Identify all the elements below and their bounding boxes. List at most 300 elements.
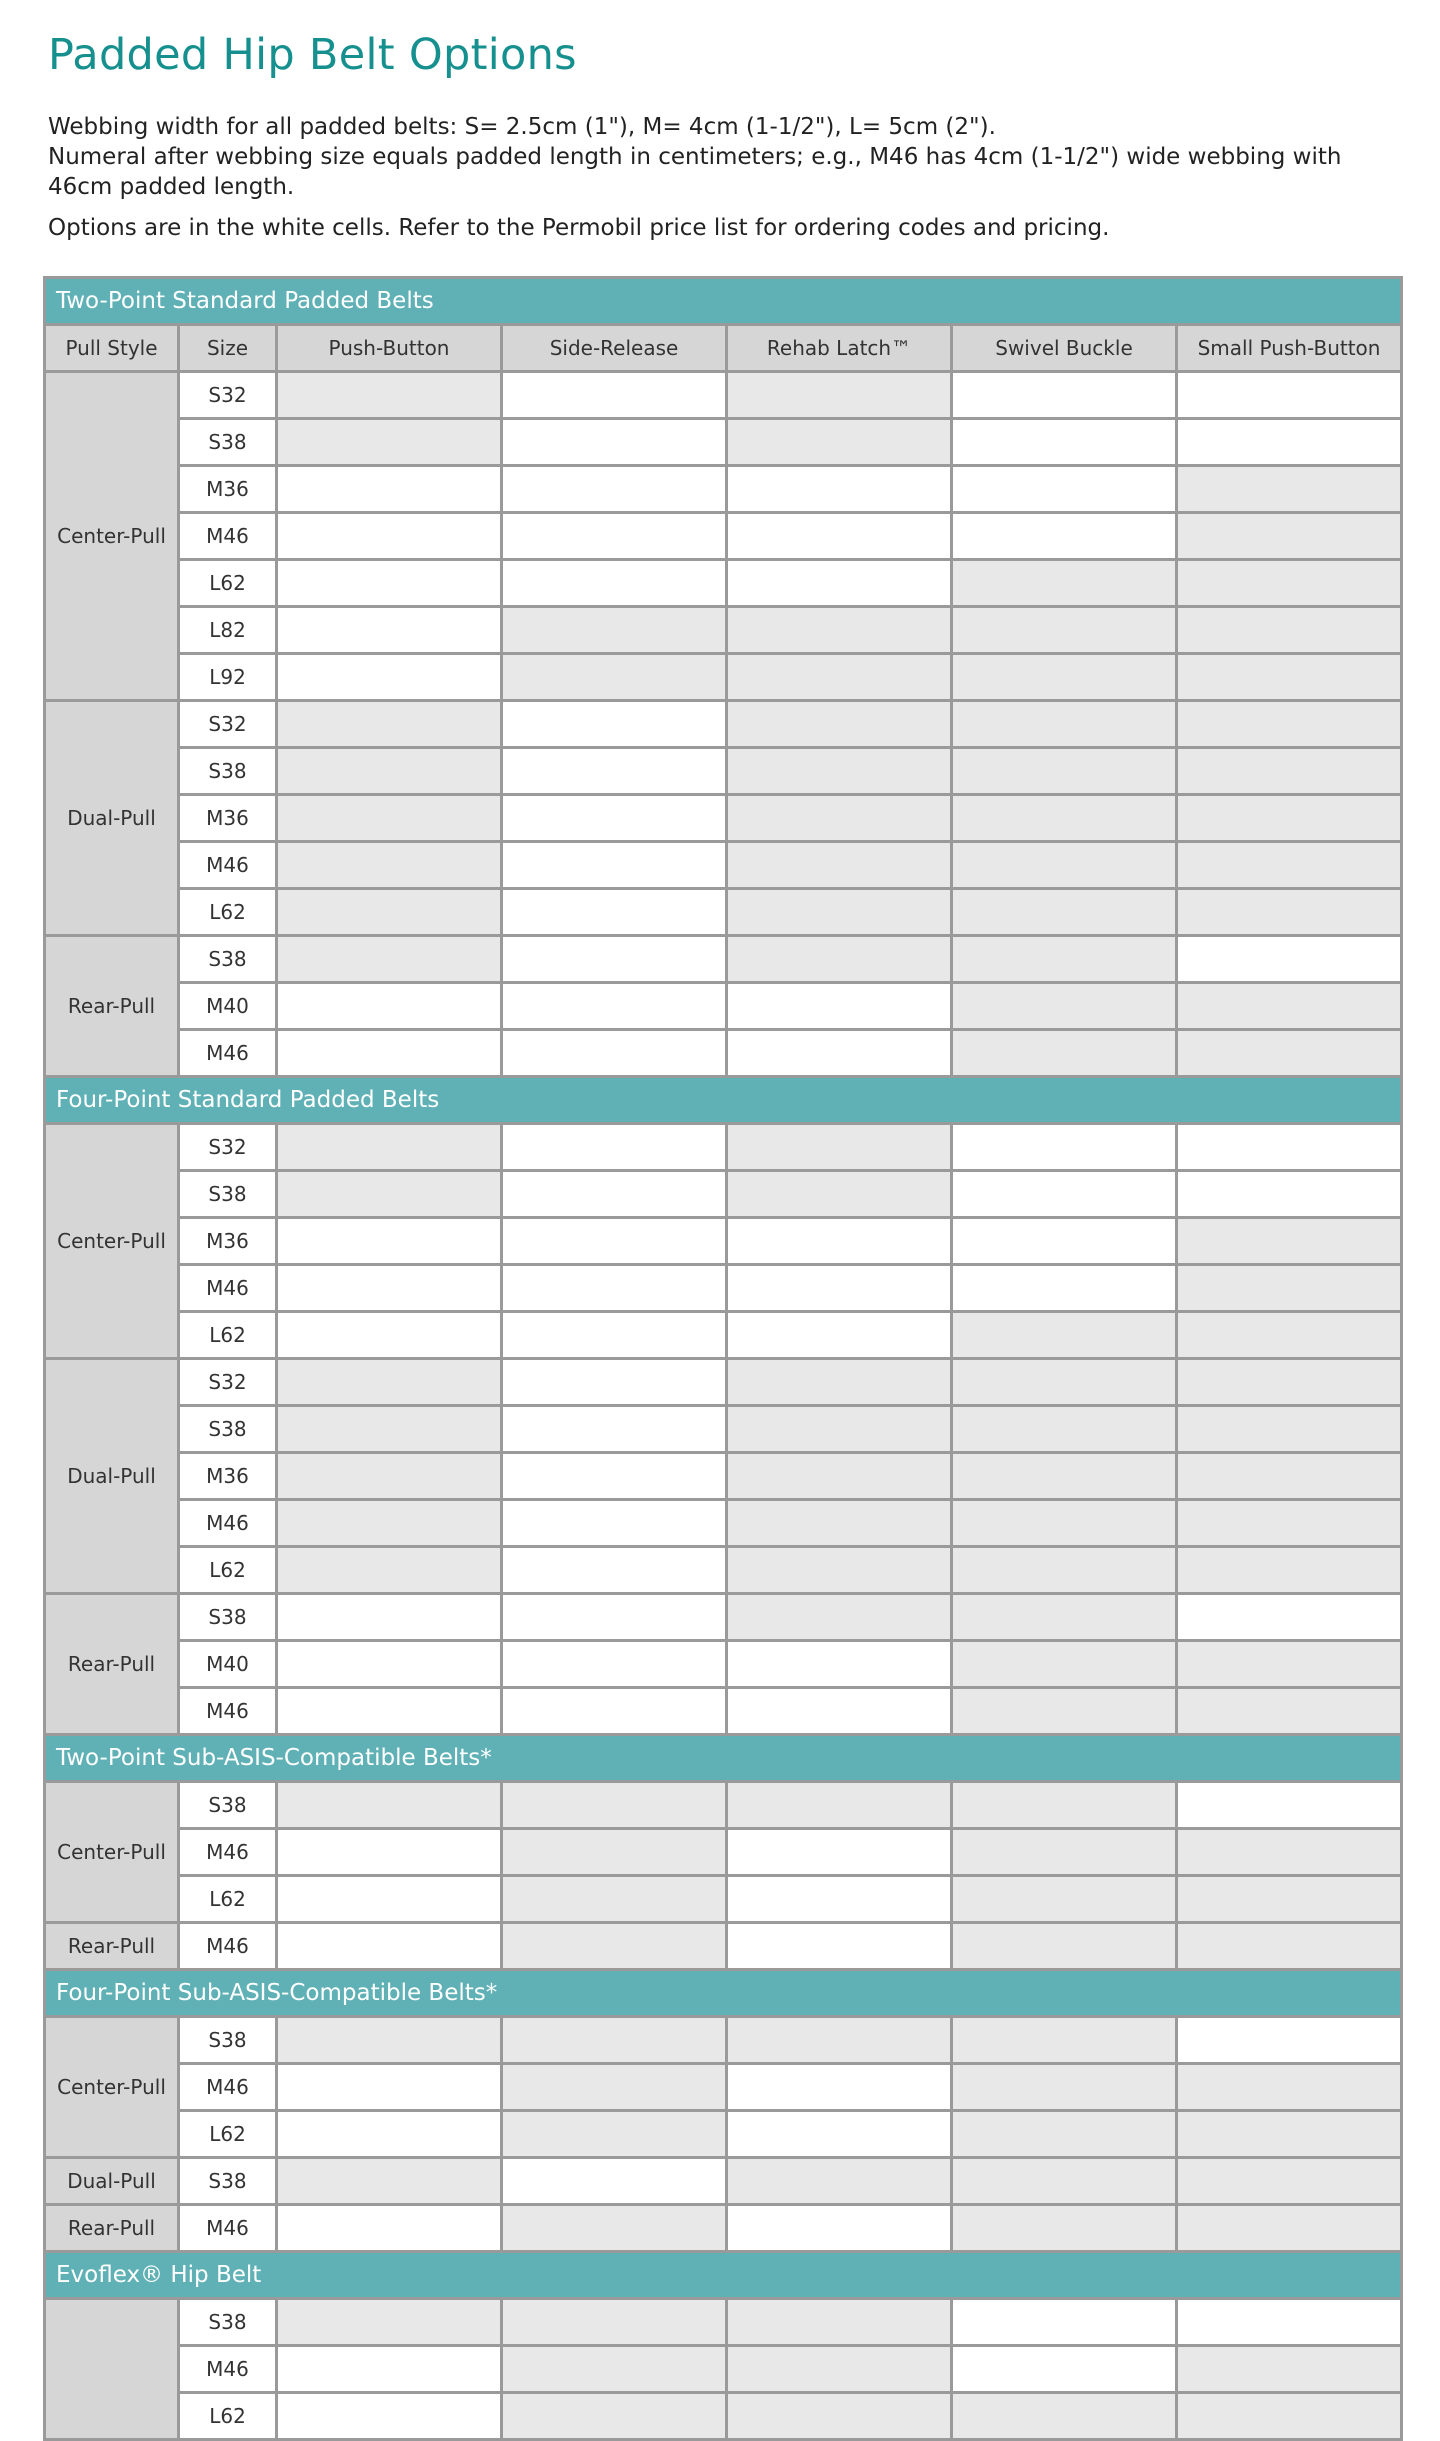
size-cell: M46 xyxy=(179,1265,277,1312)
available-option-cell-push-button xyxy=(277,1218,502,1265)
size-cell: M46 xyxy=(179,513,277,560)
available-option-cell-push-button xyxy=(277,1829,502,1876)
pull-style-cell: Rear-Pull xyxy=(45,1923,179,1970)
available-option-cell-swivel-buckle xyxy=(952,466,1177,513)
unavailable-option-cell-small-push-button xyxy=(1177,1359,1402,1406)
unavailable-option-cell-rehab-latch xyxy=(727,701,952,748)
unavailable-option-cell-swivel-buckle xyxy=(952,1030,1177,1077)
available-option-cell-push-button xyxy=(277,1688,502,1735)
pull-style-cell: Dual-Pull xyxy=(45,1359,179,1594)
available-option-cell-swivel-buckle xyxy=(952,1218,1177,1265)
unavailable-option-cell-small-push-button xyxy=(1177,1500,1402,1547)
table-row xyxy=(45,1829,1402,1876)
unavailable-option-cell-swivel-buckle xyxy=(952,1876,1177,1923)
unavailable-option-cell-push-button xyxy=(277,2158,502,2205)
unavailable-option-cell-push-button xyxy=(277,419,502,466)
unavailable-option-cell-rehab-latch xyxy=(727,2299,952,2346)
table-row xyxy=(45,2111,1402,2158)
unavailable-option-cell-swivel-buckle xyxy=(952,2158,1177,2205)
unavailable-option-cell-small-push-button xyxy=(1177,2111,1402,2158)
size-cell: L62 xyxy=(179,1547,277,1594)
table-row xyxy=(45,560,1402,607)
available-option-cell-side-release xyxy=(502,842,727,889)
unavailable-option-cell-small-push-button xyxy=(1177,1030,1402,1077)
table-row xyxy=(45,1641,1402,1688)
available-option-cell-swivel-buckle xyxy=(952,1124,1177,1171)
unavailable-option-cell-swivel-buckle xyxy=(952,889,1177,936)
unavailable-option-cell-side-release xyxy=(502,2393,727,2440)
table-row xyxy=(45,1406,1402,1453)
available-option-cell-side-release xyxy=(502,1218,727,1265)
unavailable-option-cell-small-push-button xyxy=(1177,1453,1402,1500)
unavailable-option-cell-swivel-buckle xyxy=(952,748,1177,795)
size-cell: L62 xyxy=(179,889,277,936)
table-row xyxy=(45,795,1402,842)
unavailable-option-cell-small-push-button xyxy=(1177,1641,1402,1688)
available-option-cell-push-button xyxy=(277,560,502,607)
pull-style-cell: Center-Pull xyxy=(45,2017,179,2158)
available-option-cell-side-release xyxy=(502,1406,727,1453)
table-row xyxy=(45,2393,1402,2440)
unavailable-option-cell-rehab-latch xyxy=(727,1406,952,1453)
available-option-cell-rehab-latch xyxy=(727,2111,952,2158)
size-cell: M46 xyxy=(179,2346,277,2393)
unavailable-option-cell-push-button xyxy=(277,1453,502,1500)
size-cell: M36 xyxy=(179,795,277,842)
unavailable-option-cell-small-push-button xyxy=(1177,2064,1402,2111)
available-option-cell-small-push-button xyxy=(1177,419,1402,466)
table-row xyxy=(45,842,1402,889)
available-option-cell-rehab-latch xyxy=(727,2205,952,2252)
unavailable-option-cell-push-button xyxy=(277,1547,502,1594)
unavailable-option-cell-push-button xyxy=(277,2017,502,2064)
unavailable-option-cell-small-push-button xyxy=(1177,1688,1402,1735)
unavailable-option-cell-side-release xyxy=(502,654,727,701)
column-header-small-push-button: Small Push-Button xyxy=(1177,325,1402,372)
section-header-row xyxy=(45,1735,1402,1782)
unavailable-option-cell-rehab-latch xyxy=(727,748,952,795)
unavailable-option-cell-small-push-button xyxy=(1177,654,1402,701)
available-option-cell-push-button xyxy=(277,1923,502,1970)
pull-style-cell: Dual-Pull xyxy=(45,701,179,936)
size-cell: S32 xyxy=(179,701,277,748)
unavailable-option-cell-rehab-latch xyxy=(727,1782,952,1829)
pull-style-cell: Center-Pull xyxy=(45,372,179,701)
options-note: Options are in the white cells. Refer to the Permobil price list for ordering codes and pricing. xyxy=(48,215,1110,241)
size-cell: M46 xyxy=(179,1030,277,1077)
unavailable-option-cell-swivel-buckle xyxy=(952,1594,1177,1641)
size-cell: S38 xyxy=(179,1782,277,1829)
size-cell: M40 xyxy=(179,983,277,1030)
unavailable-option-cell-rehab-latch xyxy=(727,2393,952,2440)
table-row xyxy=(45,2017,1402,2064)
size-cell: M46 xyxy=(179,2205,277,2252)
section-title: Two-Point Standard Padded Belts xyxy=(45,278,1402,325)
available-option-cell-side-release xyxy=(502,701,727,748)
table-row xyxy=(45,1218,1402,1265)
table-row xyxy=(45,1688,1402,1735)
size-cell: L62 xyxy=(179,1876,277,1923)
available-option-cell-side-release xyxy=(502,795,727,842)
table-row xyxy=(45,2205,1402,2252)
table-row xyxy=(45,1265,1402,1312)
unavailable-option-cell-small-push-button xyxy=(1177,1876,1402,1923)
numeral-note: Numeral after webbing size equals padded length in centimeters; e.g., M46 has 4cm (1-1/2") wide webbing with 46cm padded length. xyxy=(48,144,1342,200)
available-option-cell-rehab-latch xyxy=(727,983,952,1030)
unavailable-option-cell-swivel-buckle xyxy=(952,1782,1177,1829)
size-cell: S32 xyxy=(179,372,277,419)
available-option-cell-side-release xyxy=(502,1688,727,1735)
available-option-cell-side-release xyxy=(502,1171,727,1218)
unavailable-option-cell-swivel-buckle xyxy=(952,560,1177,607)
unavailable-option-cell-push-button xyxy=(277,372,502,419)
unavailable-option-cell-push-button xyxy=(277,1406,502,1453)
available-option-cell-rehab-latch xyxy=(727,466,952,513)
table-row xyxy=(45,983,1402,1030)
unavailable-option-cell-push-button xyxy=(277,795,502,842)
pull-style-cell: Rear-Pull xyxy=(45,936,179,1077)
unavailable-option-cell-rehab-latch xyxy=(727,1171,952,1218)
available-option-cell-side-release xyxy=(502,466,727,513)
unavailable-option-cell-side-release xyxy=(502,2017,727,2064)
available-option-cell-push-button xyxy=(277,2064,502,2111)
table-row xyxy=(45,419,1402,466)
table-row xyxy=(45,701,1402,748)
page-title: Padded Hip Belt Options xyxy=(48,30,577,80)
section-header-row xyxy=(45,1970,1402,2017)
size-cell: M36 xyxy=(179,1453,277,1500)
unavailable-option-cell-swivel-buckle xyxy=(952,2205,1177,2252)
available-option-cell-side-release xyxy=(502,560,727,607)
pull-style-cell: Center-Pull xyxy=(45,1124,179,1359)
column-header-pull-style: Pull Style xyxy=(45,325,179,372)
unavailable-option-cell-side-release xyxy=(502,1876,727,1923)
pull-style-cell: Rear-Pull xyxy=(45,1594,179,1735)
unavailable-option-cell-swivel-buckle xyxy=(952,1547,1177,1594)
unavailable-option-cell-swivel-buckle xyxy=(952,654,1177,701)
unavailable-option-cell-push-button xyxy=(277,1171,502,1218)
available-option-cell-side-release xyxy=(502,2158,727,2205)
unavailable-option-cell-push-button xyxy=(277,701,502,748)
section-header-row xyxy=(45,278,1402,325)
available-option-cell-small-push-button xyxy=(1177,1594,1402,1641)
available-option-cell-push-button xyxy=(277,466,502,513)
table-row xyxy=(45,1171,1402,1218)
unavailable-option-cell-swivel-buckle xyxy=(952,795,1177,842)
unavailable-option-cell-side-release xyxy=(502,1923,727,1970)
size-cell: M36 xyxy=(179,466,277,513)
unavailable-option-cell-push-button xyxy=(277,1782,502,1829)
unavailable-option-cell-swivel-buckle xyxy=(952,1359,1177,1406)
table-row xyxy=(45,748,1402,795)
unavailable-option-cell-swivel-buckle xyxy=(952,842,1177,889)
hip-belt-options-table xyxy=(43,276,1403,2441)
available-option-cell-push-button xyxy=(277,983,502,1030)
unavailable-option-cell-push-button xyxy=(277,2299,502,2346)
unavailable-option-cell-side-release xyxy=(502,2205,727,2252)
unavailable-option-cell-small-push-button xyxy=(1177,2158,1402,2205)
available-option-cell-small-push-button xyxy=(1177,1782,1402,1829)
available-option-cell-push-button xyxy=(277,2205,502,2252)
available-option-cell-swivel-buckle xyxy=(952,2299,1177,2346)
unavailable-option-cell-rehab-latch xyxy=(727,1124,952,1171)
available-option-cell-side-release xyxy=(502,889,727,936)
available-option-cell-small-push-button xyxy=(1177,1124,1402,1171)
available-option-cell-swivel-buckle xyxy=(952,1171,1177,1218)
unavailable-option-cell-side-release xyxy=(502,2111,727,2158)
section-header-row xyxy=(45,2252,1402,2299)
available-option-cell-side-release xyxy=(502,983,727,1030)
unavailable-option-cell-rehab-latch xyxy=(727,889,952,936)
available-option-cell-push-button xyxy=(277,2111,502,2158)
unavailable-option-cell-small-push-button xyxy=(1177,1923,1402,1970)
unavailable-option-cell-small-push-button xyxy=(1177,701,1402,748)
size-cell: L62 xyxy=(179,2111,277,2158)
unavailable-option-cell-swivel-buckle xyxy=(952,2064,1177,2111)
table-row xyxy=(45,936,1402,983)
unavailable-option-cell-small-push-button xyxy=(1177,1312,1402,1359)
size-cell: S32 xyxy=(179,1359,277,1406)
unavailable-option-cell-rehab-latch xyxy=(727,654,952,701)
unavailable-option-cell-swivel-buckle xyxy=(952,1500,1177,1547)
column-header-push-button: Push-Button xyxy=(277,325,502,372)
unavailable-option-cell-small-push-button xyxy=(1177,560,1402,607)
table-row xyxy=(45,1547,1402,1594)
available-option-cell-side-release xyxy=(502,1359,727,1406)
unavailable-option-cell-side-release xyxy=(502,1829,727,1876)
available-option-cell-push-button xyxy=(277,1030,502,1077)
table-row xyxy=(45,1453,1402,1500)
available-option-cell-swivel-buckle xyxy=(952,1265,1177,1312)
unavailable-option-cell-push-button xyxy=(277,748,502,795)
size-cell: M36 xyxy=(179,1218,277,1265)
available-option-cell-swivel-buckle xyxy=(952,2346,1177,2393)
available-option-cell-rehab-latch xyxy=(727,1829,952,1876)
column-header-row xyxy=(45,325,1402,372)
unavailable-option-cell-small-push-button xyxy=(1177,2393,1402,2440)
unavailable-option-cell-rehab-latch xyxy=(727,2017,952,2064)
column-header-rehab-latch: Rehab Latch™ xyxy=(727,325,952,372)
unavailable-option-cell-swivel-buckle xyxy=(952,1923,1177,1970)
unavailable-option-cell-swivel-buckle xyxy=(952,1312,1177,1359)
available-option-cell-small-push-button xyxy=(1177,1171,1402,1218)
available-option-cell-push-button xyxy=(277,2346,502,2393)
table-row xyxy=(45,1594,1402,1641)
unavailable-option-cell-rehab-latch xyxy=(727,795,952,842)
available-option-cell-push-button xyxy=(277,1641,502,1688)
unavailable-option-cell-small-push-button xyxy=(1177,983,1402,1030)
section-title: Evoflex® Hip Belt xyxy=(45,2252,1402,2299)
available-option-cell-rehab-latch xyxy=(727,1923,952,1970)
section-title: Two-Point Sub-ASIS-Compatible Belts* xyxy=(45,1735,1402,1782)
available-option-cell-small-push-button xyxy=(1177,2299,1402,2346)
available-option-cell-rehab-latch xyxy=(727,1876,952,1923)
unavailable-option-cell-small-push-button xyxy=(1177,1406,1402,1453)
unavailable-option-cell-small-push-button xyxy=(1177,1829,1402,1876)
unavailable-option-cell-swivel-buckle xyxy=(952,2111,1177,2158)
available-option-cell-swivel-buckle xyxy=(952,419,1177,466)
unavailable-option-cell-swivel-buckle xyxy=(952,607,1177,654)
webbing-width-note: Webbing width for all padded belts: S= 2.5cm (1"), M= 4cm (1-1/2"), L= 5cm (2"). xyxy=(48,114,996,140)
pull-style-cell: Rear-Pull xyxy=(45,2205,179,2252)
unavailable-option-cell-small-push-button xyxy=(1177,1218,1402,1265)
available-option-cell-side-release xyxy=(502,513,727,560)
unavailable-option-cell-swivel-buckle xyxy=(952,1829,1177,1876)
unavailable-option-cell-swivel-buckle xyxy=(952,1688,1177,1735)
available-option-cell-small-push-button xyxy=(1177,2017,1402,2064)
table-row xyxy=(45,654,1402,701)
unavailable-option-cell-push-button xyxy=(277,1124,502,1171)
available-option-cell-rehab-latch xyxy=(727,513,952,560)
unavailable-option-cell-side-release xyxy=(502,607,727,654)
available-option-cell-push-button xyxy=(277,1312,502,1359)
size-cell: S38 xyxy=(179,936,277,983)
available-option-cell-side-release xyxy=(502,372,727,419)
size-cell: S32 xyxy=(179,1124,277,1171)
unavailable-option-cell-push-button xyxy=(277,1500,502,1547)
size-cell: L82 xyxy=(179,607,277,654)
unavailable-option-cell-small-push-button xyxy=(1177,842,1402,889)
unavailable-option-cell-small-push-button xyxy=(1177,1265,1402,1312)
available-option-cell-side-release xyxy=(502,748,727,795)
available-option-cell-side-release xyxy=(502,1641,727,1688)
unavailable-option-cell-swivel-buckle xyxy=(952,2017,1177,2064)
section-title: Four-Point Sub-ASIS-Compatible Belts* xyxy=(45,1970,1402,2017)
table-row xyxy=(45,2346,1402,2393)
unavailable-option-cell-swivel-buckle xyxy=(952,1453,1177,1500)
size-cell: S38 xyxy=(179,2299,277,2346)
available-option-cell-side-release xyxy=(502,1500,727,1547)
available-option-cell-rehab-latch xyxy=(727,1312,952,1359)
unavailable-option-cell-small-push-button xyxy=(1177,513,1402,560)
unavailable-option-cell-rehab-latch xyxy=(727,372,952,419)
unavailable-option-cell-rehab-latch xyxy=(727,1547,952,1594)
size-cell: S38 xyxy=(179,2017,277,2064)
unavailable-option-cell-swivel-buckle xyxy=(952,1641,1177,1688)
size-cell: S38 xyxy=(179,748,277,795)
unavailable-option-cell-small-push-button xyxy=(1177,2346,1402,2393)
unavailable-option-cell-push-button xyxy=(277,1359,502,1406)
unavailable-option-cell-rehab-latch xyxy=(727,1359,952,1406)
unavailable-option-cell-push-button xyxy=(277,842,502,889)
size-cell: M46 xyxy=(179,842,277,889)
table-row xyxy=(45,1782,1402,1829)
size-cell: M46 xyxy=(179,1500,277,1547)
size-cell: M46 xyxy=(179,1688,277,1735)
table-row xyxy=(45,513,1402,560)
size-cell: L62 xyxy=(179,560,277,607)
available-option-cell-side-release xyxy=(502,1453,727,1500)
unavailable-option-cell-side-release xyxy=(502,1782,727,1829)
table-row xyxy=(45,889,1402,936)
available-option-cell-swivel-buckle xyxy=(952,513,1177,560)
intro-text xyxy=(48,112,1408,243)
available-option-cell-side-release xyxy=(502,936,727,983)
size-cell: M46 xyxy=(179,1923,277,1970)
pull-style-cell xyxy=(45,2299,179,2440)
unavailable-option-cell-small-push-button xyxy=(1177,795,1402,842)
available-option-cell-swivel-buckle xyxy=(952,372,1177,419)
table-row xyxy=(45,1500,1402,1547)
column-header-swivel-buckle: Swivel Buckle xyxy=(952,325,1177,372)
unavailable-option-cell-push-button xyxy=(277,889,502,936)
available-option-cell-rehab-latch xyxy=(727,2064,952,2111)
available-option-cell-push-button xyxy=(277,1594,502,1641)
available-option-cell-side-release xyxy=(502,1312,727,1359)
available-option-cell-rehab-latch xyxy=(727,1641,952,1688)
table-row xyxy=(45,1876,1402,1923)
size-cell: M46 xyxy=(179,2064,277,2111)
size-cell: S38 xyxy=(179,2158,277,2205)
available-option-cell-rehab-latch xyxy=(727,1218,952,1265)
unavailable-option-cell-rehab-latch xyxy=(727,1500,952,1547)
unavailable-option-cell-side-release xyxy=(502,2299,727,2346)
available-option-cell-push-button xyxy=(277,654,502,701)
available-option-cell-side-release xyxy=(502,1265,727,1312)
column-header-size: Size xyxy=(179,325,277,372)
unavailable-option-cell-swivel-buckle xyxy=(952,1406,1177,1453)
size-cell: S38 xyxy=(179,1406,277,1453)
available-option-cell-rehab-latch xyxy=(727,1030,952,1077)
size-cell: S38 xyxy=(179,1171,277,1218)
pull-style-cell: Center-Pull xyxy=(45,1782,179,1923)
table-row xyxy=(45,466,1402,513)
available-option-cell-push-button xyxy=(277,2393,502,2440)
unavailable-option-cell-small-push-button xyxy=(1177,1547,1402,1594)
unavailable-option-cell-side-release xyxy=(502,2346,727,2393)
unavailable-option-cell-rehab-latch xyxy=(727,936,952,983)
unavailable-option-cell-small-push-button xyxy=(1177,889,1402,936)
size-cell: L62 xyxy=(179,2393,277,2440)
section-header-row xyxy=(45,1077,1402,1124)
unavailable-option-cell-push-button xyxy=(277,936,502,983)
available-option-cell-side-release xyxy=(502,1124,727,1171)
available-option-cell-side-release xyxy=(502,419,727,466)
table-row xyxy=(45,2299,1402,2346)
table-row xyxy=(45,2158,1402,2205)
table-row xyxy=(45,372,1402,419)
size-cell: L92 xyxy=(179,654,277,701)
section-title: Four-Point Standard Padded Belts xyxy=(45,1077,1402,1124)
table-row xyxy=(45,1923,1402,1970)
size-cell: S38 xyxy=(179,419,277,466)
available-option-cell-push-button xyxy=(277,607,502,654)
table-row xyxy=(45,1359,1402,1406)
available-option-cell-side-release xyxy=(502,1547,727,1594)
column-header-side-release: Side-Release xyxy=(502,325,727,372)
unavailable-option-cell-side-release xyxy=(502,2064,727,2111)
unavailable-option-cell-rehab-latch xyxy=(727,2158,952,2205)
available-option-cell-rehab-latch xyxy=(727,1265,952,1312)
unavailable-option-cell-rehab-latch xyxy=(727,2346,952,2393)
available-option-cell-push-button xyxy=(277,1876,502,1923)
unavailable-option-cell-small-push-button xyxy=(1177,748,1402,795)
available-option-cell-small-push-button xyxy=(1177,372,1402,419)
pull-style-cell: Dual-Pull xyxy=(45,2158,179,2205)
unavailable-option-cell-swivel-buckle xyxy=(952,936,1177,983)
unavailable-option-cell-swivel-buckle xyxy=(952,2393,1177,2440)
available-option-cell-side-release xyxy=(502,1594,727,1641)
unavailable-option-cell-rehab-latch xyxy=(727,607,952,654)
unavailable-option-cell-small-push-button xyxy=(1177,607,1402,654)
available-option-cell-push-button xyxy=(277,1265,502,1312)
size-cell: M46 xyxy=(179,1829,277,1876)
available-option-cell-small-push-button xyxy=(1177,936,1402,983)
unavailable-option-cell-rehab-latch xyxy=(727,842,952,889)
unavailable-option-cell-small-push-button xyxy=(1177,466,1402,513)
size-cell: S38 xyxy=(179,1594,277,1641)
size-cell: M40 xyxy=(179,1641,277,1688)
